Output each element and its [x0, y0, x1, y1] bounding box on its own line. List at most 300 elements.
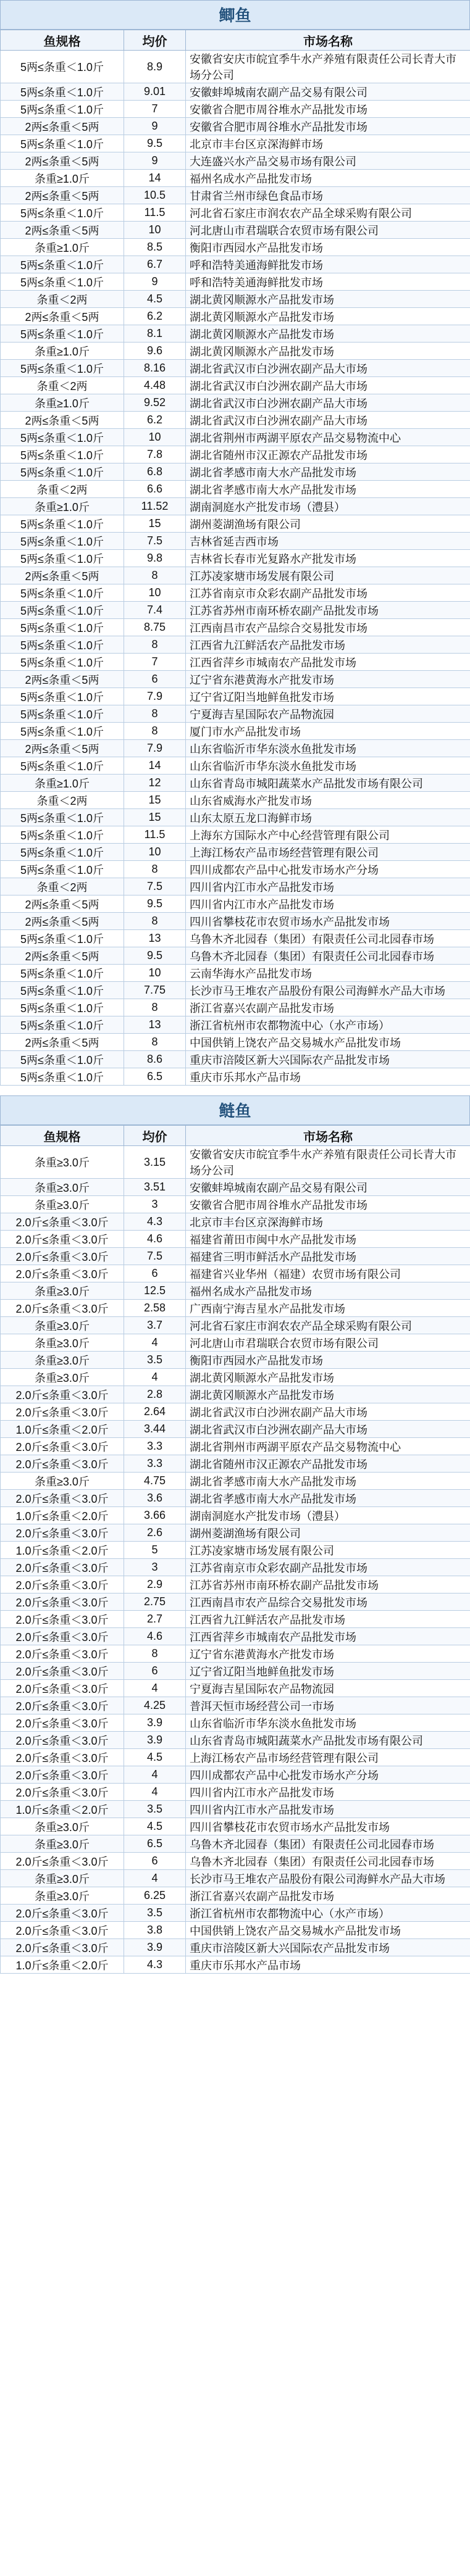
table-row	[1, 463, 470, 481]
table-row	[1, 826, 470, 844]
fish-size-cell: 条重≥3.0斤	[1, 1870, 124, 1887]
market-name-cell: 上海江杨农产品市场经营管理有限公司	[186, 844, 470, 861]
fish-size-cell: 条重≥3.0斤	[1, 1835, 124, 1853]
fish-size-cell: 5两≤条重＜1.0斤	[1, 844, 124, 861]
market-name-cell: 湖北黄冈顺源水产品批发市场	[186, 308, 470, 325]
table-row	[1, 705, 470, 723]
market-name-cell: 四川省内江市水产品批发市场	[186, 1784, 470, 1801]
market-name-cell: 湖南洞庭水产批发市场（澧县）	[186, 1507, 470, 1524]
table-row	[1, 965, 470, 982]
table-row	[1, 1421, 470, 1438]
avg-price-cell: 10	[124, 844, 186, 861]
fish-size-cell: 2两≤条重＜5两	[1, 222, 124, 239]
market-name-cell: 山东省青岛市城阳蔬菜水产品批发市场有限公司	[186, 1732, 470, 1749]
table-row	[1, 740, 470, 757]
avg-price-cell: 8.9	[124, 51, 186, 83]
avg-price-cell: 4.75	[124, 1473, 186, 1490]
fish-size-cell: 条重＜2两	[1, 878, 124, 895]
market-name-cell: 湖州菱湖渔场有限公司	[186, 515, 470, 533]
fish-size-cell: 5两≤条重＜1.0斤	[1, 999, 124, 1016]
table-row	[1, 602, 470, 619]
avg-price-cell: 3.15	[124, 1146, 186, 1179]
avg-price-cell: 2.7	[124, 1611, 186, 1628]
fish-size-cell: 5两≤条重＜1.0斤	[1, 446, 124, 463]
price-table	[0, 30, 470, 1086]
fish-size-cell: 2.0斤≤条重＜3.0斤	[1, 1231, 124, 1248]
table-row	[1, 1068, 470, 1086]
avg-price-cell: 6.2	[124, 412, 186, 429]
market-name-cell: 辽宁省东港黄海水产批发市场	[186, 1645, 470, 1663]
avg-price-cell: 7	[124, 654, 186, 671]
column-header: 均价	[124, 1126, 186, 1146]
table-row	[1, 1732, 470, 1749]
price-table	[0, 1125, 470, 1974]
table-row	[1, 1369, 470, 1386]
fish-size-cell: 2.0斤≤条重＜3.0斤	[1, 1593, 124, 1611]
table-row	[1, 999, 470, 1016]
market-name-cell: 安徽省合肥市周谷堆水产品批发市场	[186, 118, 470, 135]
fish-size-cell: 2两≤条重＜5两	[1, 152, 124, 170]
section-2	[0, 1095, 470, 1974]
fish-size-cell: 2.0斤≤条重＜3.0斤	[1, 1611, 124, 1628]
fish-size-cell: 5两≤条重＜1.0斤	[1, 83, 124, 101]
market-name-cell: 湖北省孝感市南大水产品批发市场	[186, 481, 470, 498]
market-name-cell: 四川省攀枝花市农贸市场水产品批发市场	[186, 1818, 470, 1835]
table-row	[1, 101, 470, 118]
fish-size-cell: 5两≤条重＜1.0斤	[1, 1051, 124, 1068]
avg-price-cell: 9.01	[124, 83, 186, 101]
avg-price-cell: 9.5	[124, 947, 186, 965]
market-name-cell: 江苏省南京市众彩农副产品批发市场	[186, 584, 470, 602]
fish-size-cell: 2.0斤≤条重＜3.0斤	[1, 1714, 124, 1732]
avg-price-cell: 8.75	[124, 619, 186, 636]
market-name-cell: 普洱天恒市场经营公司一市场	[186, 1697, 470, 1714]
avg-price-cell: 7.75	[124, 982, 186, 999]
fish-size-cell: 条重≥3.0斤	[1, 1282, 124, 1300]
fish-size-cell: 2.0斤≤条重＜3.0斤	[1, 1490, 124, 1507]
market-name-cell: 北京市丰台区京深海鲜市场	[186, 1213, 470, 1231]
fish-size-cell: 条重≥1.0斤	[1, 343, 124, 360]
fish-size-cell: 5两≤条重＜1.0斤	[1, 1016, 124, 1034]
market-name-cell: 湖北黄冈顺源水产品批发市场	[186, 291, 470, 308]
avg-price-cell: 3.44	[124, 1421, 186, 1438]
avg-price-cell: 6	[124, 1265, 186, 1282]
avg-price-cell: 10	[124, 965, 186, 982]
avg-price-cell: 10	[124, 584, 186, 602]
table-row	[1, 481, 470, 498]
table-row	[1, 325, 470, 343]
fish-size-cell: 2.0斤≤条重＜3.0斤	[1, 1386, 124, 1403]
avg-price-cell: 9.6	[124, 343, 186, 360]
table-row	[1, 982, 470, 999]
column-header: 均价	[124, 30, 186, 51]
market-name-cell: 云南华海水产品批发市场	[186, 965, 470, 982]
avg-price-cell: 9	[124, 152, 186, 170]
table-row	[1, 1300, 470, 1317]
table-row	[1, 1645, 470, 1663]
table-row	[1, 135, 470, 152]
table-row	[1, 1939, 470, 1956]
market-name-cell: 四川省攀枝花市农贸市场水产品批发市场	[186, 913, 470, 930]
fish-size-cell: 5两≤条重＜1.0斤	[1, 515, 124, 533]
column-header: 市场名称	[186, 1126, 470, 1146]
fish-size-cell: 1.0斤≤条重＜2.0斤	[1, 1542, 124, 1559]
fish-size-cell: 2.0斤≤条重＜3.0斤	[1, 1732, 124, 1749]
avg-price-cell: 4	[124, 1870, 186, 1887]
fish-size-cell: 5两≤条重＜1.0斤	[1, 688, 124, 705]
table-row	[1, 1455, 470, 1473]
table-row	[1, 1179, 470, 1196]
avg-price-cell: 4.25	[124, 1697, 186, 1714]
avg-price-cell: 6.25	[124, 1887, 186, 1905]
market-name-cell: 湖北省孝感市南大水产品批发市场	[186, 1490, 470, 1507]
market-name-cell: 中国供销上饶农产品交易城水产品批发市场	[186, 1034, 470, 1051]
fish-size-cell: 条重≥3.0斤	[1, 1818, 124, 1835]
fish-size-cell: 5两≤条重＜1.0斤	[1, 1068, 124, 1086]
avg-price-cell: 15	[124, 792, 186, 809]
fish-size-cell: 条重＜2两	[1, 291, 124, 308]
avg-price-cell: 14	[124, 757, 186, 775]
avg-price-cell: 8.16	[124, 360, 186, 377]
market-name-cell: 呼和浩特美通海鲜批发市场	[186, 273, 470, 291]
market-name-cell: 湖北省武汉市白沙洲农副产品大市场	[186, 377, 470, 394]
fish-size-cell: 条重≥1.0斤	[1, 394, 124, 412]
market-name-cell: 湖北黄冈顺源水产品批发市场	[186, 343, 470, 360]
avg-price-cell: 6.8	[124, 463, 186, 481]
table-header-row	[1, 30, 470, 51]
fish-size-cell: 1.0斤≤条重＜2.0斤	[1, 1421, 124, 1438]
table-row	[1, 1853, 470, 1870]
fish-size-cell: 2.0斤≤条重＜3.0斤	[1, 1524, 124, 1542]
market-name-cell: 湖北省随州市汉正源农产品批发市场	[186, 1455, 470, 1473]
fish-size-cell: 5两≤条重＜1.0斤	[1, 861, 124, 878]
avg-price-cell: 8.6	[124, 1051, 186, 1068]
fish-size-cell: 5两≤条重＜1.0斤	[1, 602, 124, 619]
market-name-cell: 江西省萍乡市城南农产品批发市场	[186, 1628, 470, 1645]
fish-size-cell: 5两≤条重＜1.0斤	[1, 982, 124, 999]
table-row	[1, 498, 470, 515]
avg-price-cell: 6.5	[124, 1835, 186, 1853]
table-row	[1, 619, 470, 636]
market-name-cell: 吉林省延吉西市场	[186, 533, 470, 550]
avg-price-cell: 10.5	[124, 187, 186, 204]
market-name-cell: 浙江省嘉兴农副产品批发市场	[186, 999, 470, 1016]
fish-size-cell: 5两≤条重＜1.0斤	[1, 273, 124, 291]
fish-size-cell: 2.0斤≤条重＜3.0斤	[1, 1853, 124, 1870]
avg-price-cell: 4	[124, 1680, 186, 1697]
market-name-cell: 湖州菱湖渔场有限公司	[186, 1524, 470, 1542]
table-row	[1, 1818, 470, 1835]
fish-size-cell: 2.0斤≤条重＜3.0斤	[1, 1939, 124, 1956]
avg-price-cell: 6.7	[124, 256, 186, 273]
avg-price-cell: 8	[124, 1645, 186, 1663]
market-name-cell: 重庆市乐邦水产品市场	[186, 1068, 470, 1086]
table-row	[1, 1034, 470, 1051]
market-name-cell: 乌鲁木齐北园春（集团）有限责任公司北园春市场	[186, 930, 470, 947]
fish-size-cell: 2.0斤≤条重＜3.0斤	[1, 1784, 124, 1801]
fish-size-cell: 5两≤条重＜1.0斤	[1, 101, 124, 118]
avg-price-cell: 8	[124, 1034, 186, 1051]
market-name-cell: 湖北省随州市汉正源农产品批发市场	[186, 446, 470, 463]
table-row	[1, 1490, 470, 1507]
market-name-cell: 宁夏海吉星国际农产品物流园	[186, 705, 470, 723]
avg-price-cell: 6	[124, 1663, 186, 1680]
market-name-cell: 湖北省武汉市白沙洲农副产品大市场	[186, 360, 470, 377]
market-name-cell: 四川成都农产品中心批发市场水产分场	[186, 1766, 470, 1784]
table-row	[1, 1524, 470, 1542]
market-name-cell: 四川省内江市水产品批发市场	[186, 1801, 470, 1818]
table-row	[1, 654, 470, 671]
table-row	[1, 878, 470, 895]
avg-price-cell: 7.9	[124, 740, 186, 757]
column-header: 市场名称	[186, 30, 470, 51]
fish-size-cell: 2.0斤≤条重＜3.0斤	[1, 1248, 124, 1265]
table-row	[1, 930, 470, 947]
avg-price-cell: 3	[124, 1196, 186, 1213]
avg-price-cell: 6.5	[124, 1068, 186, 1086]
avg-price-cell: 6.6	[124, 481, 186, 498]
table-row	[1, 1542, 470, 1559]
market-name-cell: 大连盛兴水产品交易市场有限公司	[186, 152, 470, 170]
table-row	[1, 723, 470, 740]
fish-size-cell: 2两≤条重＜5两	[1, 947, 124, 965]
avg-price-cell: 2.64	[124, 1403, 186, 1421]
table-row	[1, 1749, 470, 1766]
avg-price-cell: 7.5	[124, 878, 186, 895]
table-row	[1, 1611, 470, 1628]
table-row	[1, 1697, 470, 1714]
table-row	[1, 1403, 470, 1421]
market-name-cell: 重庆市涪陵区新大兴国际农产品批发市场	[186, 1051, 470, 1068]
market-name-cell: 湖北省孝感市南大水产品批发市场	[186, 1473, 470, 1490]
avg-price-cell: 8	[124, 913, 186, 930]
section-spacer	[0, 1086, 470, 1095]
table-row	[1, 1801, 470, 1818]
avg-price-cell: 4.5	[124, 1749, 186, 1766]
table-row	[1, 1956, 470, 1974]
fish-size-cell: 5两≤条重＜1.0斤	[1, 584, 124, 602]
market-name-cell: 上海江杨农产品市场经营管理有限公司	[186, 1749, 470, 1766]
avg-price-cell: 3.9	[124, 1714, 186, 1732]
market-name-cell: 江西南昌市农产品综合交易批发市场	[186, 619, 470, 636]
avg-price-cell: 3.6	[124, 1490, 186, 1507]
avg-price-cell: 3.5	[124, 1905, 186, 1922]
fish-size-cell: 1.0斤≤条重＜2.0斤	[1, 1956, 124, 1974]
fish-size-cell: 2.0斤≤条重＜3.0斤	[1, 1697, 124, 1714]
fish-size-cell: 2.0斤≤条重＜3.0斤	[1, 1455, 124, 1473]
table-row	[1, 1334, 470, 1352]
market-name-cell: 湖北黄冈顺源水产品批发市场	[186, 1386, 470, 1403]
market-name-cell: 河北唐山市君瑞联合农贸市场有限公司	[186, 222, 470, 239]
market-name-cell: 江西省九江鲜活农产品批发市场	[186, 636, 470, 654]
fish-size-cell: 1.0斤≤条重＜2.0斤	[1, 1801, 124, 1818]
market-name-cell: 江苏省苏州市南环桥农副产品批发市场	[186, 1576, 470, 1593]
table-row	[1, 83, 470, 101]
fish-size-cell: 条重≥1.0斤	[1, 239, 124, 256]
table-row	[1, 1386, 470, 1403]
market-name-cell: 湖北省孝感市南大水产品批发市场	[186, 463, 470, 481]
avg-price-cell: 3.9	[124, 1732, 186, 1749]
fish-size-cell: 5两≤条重＜1.0斤	[1, 826, 124, 844]
section-1	[0, 0, 470, 1095]
market-name-cell: 宁夏海吉星国际农产品物流园	[186, 1680, 470, 1697]
table-row	[1, 118, 470, 135]
fish-size-cell: 5两≤条重＜1.0斤	[1, 550, 124, 567]
section-title: 鲫鱼	[0, 0, 470, 30]
avg-price-cell: 11.5	[124, 826, 186, 844]
table-row	[1, 1231, 470, 1248]
avg-price-cell: 2.6	[124, 1524, 186, 1542]
table-row	[1, 1282, 470, 1300]
market-name-cell: 福建省莆田市闽中水产品批发市场	[186, 1231, 470, 1248]
fish-size-cell: 2两≤条重＜5两	[1, 308, 124, 325]
avg-price-cell: 8.5	[124, 239, 186, 256]
avg-price-cell: 9	[124, 273, 186, 291]
fish-size-cell: 5两≤条重＜1.0斤	[1, 204, 124, 222]
avg-price-cell: 2.75	[124, 1593, 186, 1611]
fish-size-cell: 5两≤条重＜1.0斤	[1, 463, 124, 481]
market-name-cell: 辽宁省辽阳当地鲜鱼批发市场	[186, 1663, 470, 1680]
table-row	[1, 256, 470, 273]
table-row	[1, 1714, 470, 1732]
table-row	[1, 152, 470, 170]
avg-price-cell: 3.7	[124, 1317, 186, 1334]
table-row	[1, 1628, 470, 1645]
avg-price-cell: 3.8	[124, 1922, 186, 1939]
fish-size-cell: 2两≤条重＜5两	[1, 412, 124, 429]
table-row	[1, 308, 470, 325]
fish-size-cell: 5两≤条重＜1.0斤	[1, 705, 124, 723]
market-name-cell: 衡阳市西园水产品批发市场	[186, 239, 470, 256]
market-name-cell: 河北省石家庄市润农农产品全球采购有限公司	[186, 204, 470, 222]
market-name-cell: 乌鲁木齐北园春（集团）有限责任公司北园春市场	[186, 1835, 470, 1853]
market-name-cell: 山东省临沂市华东淡水鱼批发市场	[186, 1714, 470, 1732]
market-name-cell: 湖北省武汉市白沙洲农副产品大市场	[186, 1421, 470, 1438]
fish-size-cell: 2.0斤≤条重＜3.0斤	[1, 1680, 124, 1697]
avg-price-cell: 7.5	[124, 533, 186, 550]
avg-price-cell: 3.9	[124, 1939, 186, 1956]
market-name-cell: 湖南洞庭水产批发市场（澧县）	[186, 498, 470, 515]
table-row	[1, 1317, 470, 1334]
market-name-cell: 重庆市涪陵区新大兴国际农产品批发市场	[186, 1939, 470, 1956]
fish-size-cell: 条重≥3.0斤	[1, 1196, 124, 1213]
table-row	[1, 1352, 470, 1369]
fish-size-cell: 5两≤条重＜1.0斤	[1, 429, 124, 446]
market-name-cell: 福州名成水产品批发市场	[186, 170, 470, 187]
market-name-cell: 湖北省荆州市两湖平原农产品交易物流中心	[186, 1438, 470, 1455]
fish-size-cell: 5两≤条重＜1.0斤	[1, 533, 124, 550]
fish-size-cell: 5两≤条重＜1.0斤	[1, 723, 124, 740]
market-name-cell: 湖北黄冈顺源水产品批发市场	[186, 325, 470, 343]
table-row	[1, 1213, 470, 1231]
fish-size-cell: 条重≥3.0斤	[1, 1369, 124, 1386]
fish-size-cell: 条重≥1.0斤	[1, 170, 124, 187]
avg-price-cell: 10	[124, 429, 186, 446]
table-row	[1, 688, 470, 705]
table-row	[1, 1196, 470, 1213]
fish-size-cell: 2.0斤≤条重＜3.0斤	[1, 1628, 124, 1645]
fish-size-cell: 5两≤条重＜1.0斤	[1, 636, 124, 654]
market-name-cell: 辽宁省东港黄海水产批发市场	[186, 671, 470, 688]
avg-price-cell: 10	[124, 222, 186, 239]
fish-size-cell: 5两≤条重＜1.0斤	[1, 809, 124, 826]
avg-price-cell: 4.6	[124, 1231, 186, 1248]
fish-size-cell: 条重≥3.0斤	[1, 1146, 124, 1179]
table-row	[1, 947, 470, 965]
table-row	[1, 1922, 470, 1939]
market-name-cell: 江西省萍乡市城南农产品批发市场	[186, 654, 470, 671]
avg-price-cell: 15	[124, 809, 186, 826]
avg-price-cell: 3.3	[124, 1438, 186, 1455]
column-header: 鱼规格	[1, 1126, 124, 1146]
table-row	[1, 273, 470, 291]
fish-size-cell: 条重＜2两	[1, 377, 124, 394]
market-name-cell: 山东省青岛市城阳蔬菜水产品批发市场有限公司	[186, 775, 470, 792]
table-row	[1, 412, 470, 429]
avg-price-cell: 2.8	[124, 1386, 186, 1403]
market-name-cell: 呼和浩特美通海鲜批发市场	[186, 256, 470, 273]
market-name-cell: 安徽省合肥市周谷堆水产品批发市场	[186, 1196, 470, 1213]
table-row	[1, 844, 470, 861]
market-name-cell: 乌鲁木齐北园春（集团）有限责任公司北园春市场	[186, 1853, 470, 1870]
market-name-cell: 江苏省苏州市南环桥农副产品批发市场	[186, 602, 470, 619]
table-row	[1, 1507, 470, 1524]
table-row	[1, 429, 470, 446]
fish-size-cell: 2.0斤≤条重＜3.0斤	[1, 1922, 124, 1939]
avg-price-cell: 8	[124, 636, 186, 654]
table-row	[1, 792, 470, 809]
table-row	[1, 809, 470, 826]
market-name-cell: 江西南昌市农产品综合交易批发市场	[186, 1593, 470, 1611]
avg-price-cell: 6	[124, 671, 186, 688]
table-row	[1, 239, 470, 256]
market-name-cell: 广西南宁海吉星水产品批发市场	[186, 1300, 470, 1317]
market-name-cell: 长沙市马王堆农产品股份有限公司海鲜水产品大市场	[186, 1870, 470, 1887]
avg-price-cell: 4.3	[124, 1213, 186, 1231]
market-name-cell: 湖北省荆州市两湖平原农产品交易物流中心	[186, 429, 470, 446]
table-row	[1, 51, 470, 83]
avg-price-cell: 7.4	[124, 602, 186, 619]
table-row	[1, 913, 470, 930]
avg-price-cell: 4	[124, 1334, 186, 1352]
market-name-cell: 湖北省武汉市白沙洲农副产品大市场	[186, 1403, 470, 1421]
avg-price-cell: 4	[124, 1784, 186, 1801]
avg-price-cell: 9.8	[124, 550, 186, 567]
fish-size-cell: 条重≥3.0斤	[1, 1179, 124, 1196]
market-name-cell: 江苏省南京市众彩农副产品批发市场	[186, 1559, 470, 1576]
market-name-cell: 浙江省杭州市农都物流中心（水产市场）	[186, 1016, 470, 1034]
market-name-cell: 山东省威海水产批发市场	[186, 792, 470, 809]
fish-size-cell: 2.0斤≤条重＜3.0斤	[1, 1403, 124, 1421]
table-row	[1, 671, 470, 688]
market-name-cell: 厦门市水产品批发市场	[186, 723, 470, 740]
market-name-cell: 福建省三明市鲜活水产品批发市场	[186, 1248, 470, 1265]
table-row	[1, 1766, 470, 1784]
avg-price-cell: 8	[124, 723, 186, 740]
market-name-cell: 安徽省安庆市皖宜季牛水产养殖有限责任公司长青大市场分公司	[186, 1146, 470, 1179]
fish-size-cell: 条重≥1.0斤	[1, 498, 124, 515]
market-name-cell: 江苏凌家塘市场发展有限公司	[186, 1542, 470, 1559]
market-name-cell: 浙江省杭州市农都物流中心（水产市场）	[186, 1905, 470, 1922]
fish-size-cell: 5两≤条重＜1.0斤	[1, 965, 124, 982]
fish-size-cell: 5两≤条重＜1.0斤	[1, 256, 124, 273]
fish-size-cell: 2.0斤≤条重＜3.0斤	[1, 1663, 124, 1680]
market-name-cell: 湖北省武汉市白沙洲农副产品大市场	[186, 394, 470, 412]
fish-size-cell: 条重≥3.0斤	[1, 1473, 124, 1490]
market-name-cell: 山东省临沂市华东淡水鱼批发市场	[186, 757, 470, 775]
fish-size-cell: 2两≤条重＜5两	[1, 567, 124, 584]
fish-size-cell: 5两≤条重＜1.0斤	[1, 654, 124, 671]
